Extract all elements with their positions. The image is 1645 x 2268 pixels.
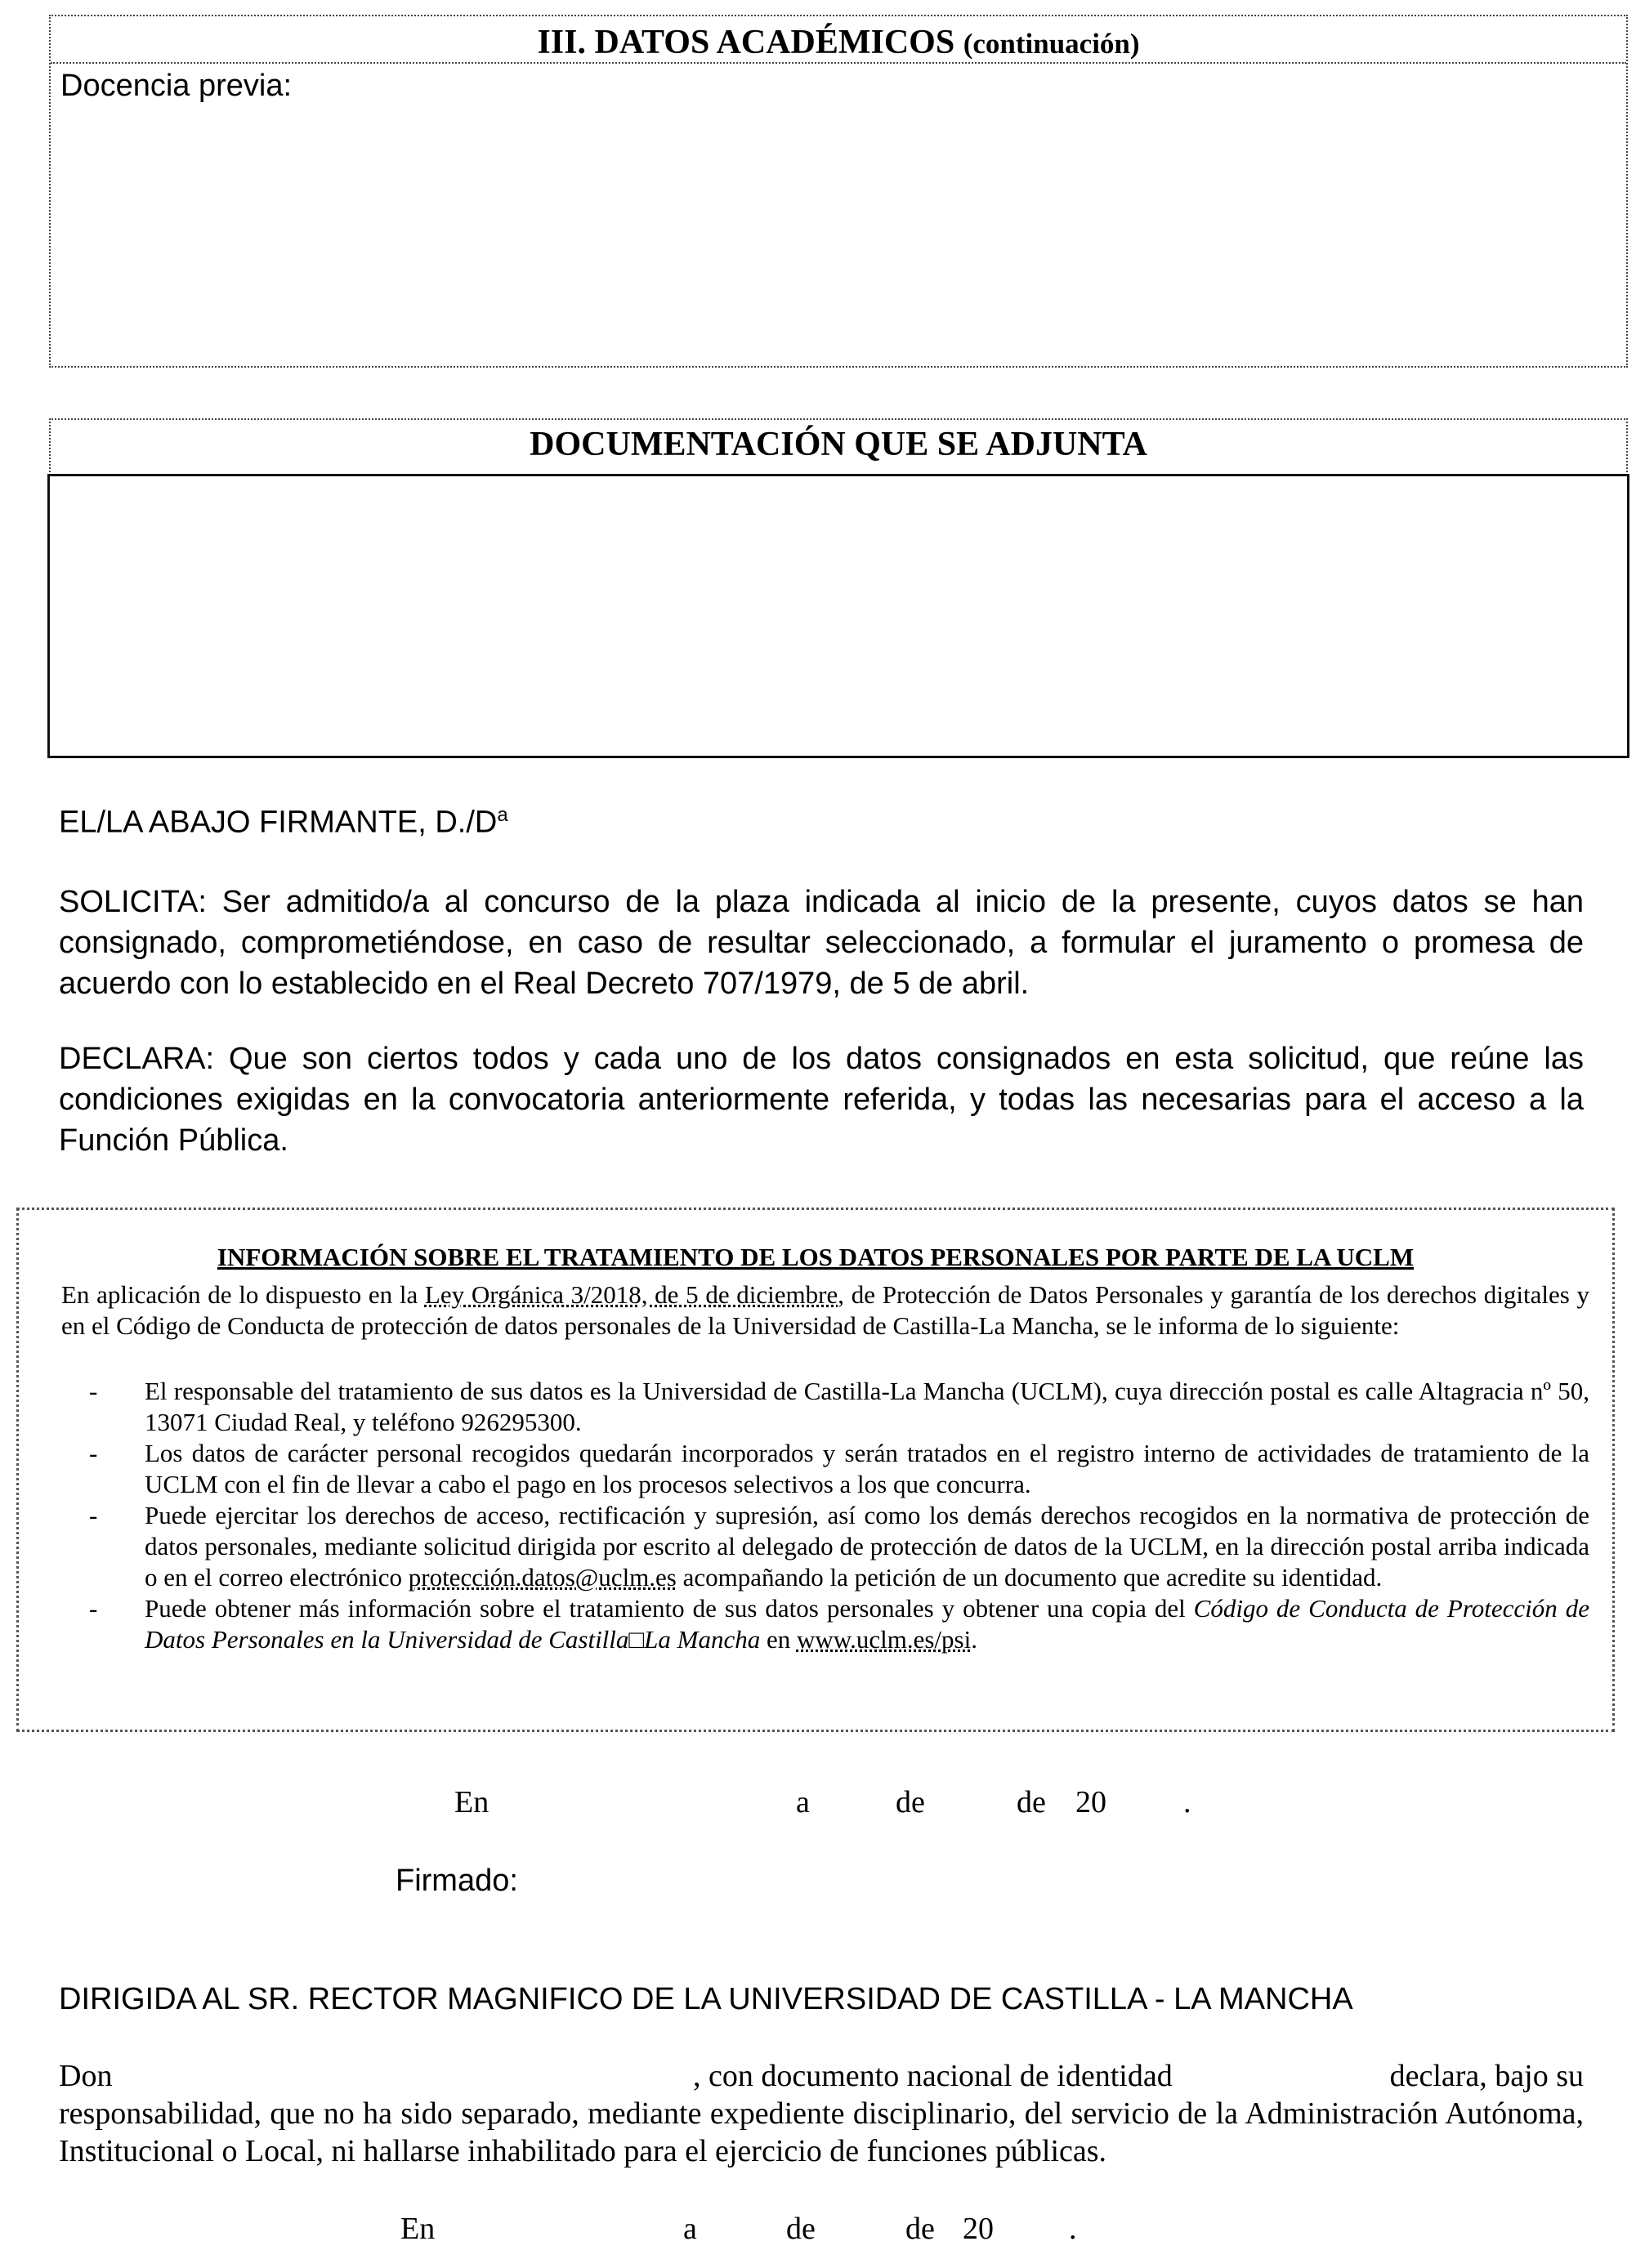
don-label: Don xyxy=(59,2059,113,2093)
firmante-text: EL/LA ABAJO FIRMANTE, D./D xyxy=(59,805,498,840)
intro-text: , de Protección de Datos Personales y garantía de los derechos digitales y en el Código de Conducta de protección de datos personales de la Universidad de Castilla-La Mancha, se le informa de lo siguiente: xyxy=(61,1280,1590,1340)
date-en: En xyxy=(400,2212,436,2246)
date-dot: . xyxy=(1183,1785,1191,1819)
list-item-text: El responsable del tratamiento de sus datos es la Universidad de Castilla-La Mancha (UCLM), cuya dirección postal es calle Altagracia nº 50, 13071 Ciudad Real, y teléfono 926295300. xyxy=(145,1377,1589,1436)
list-item-text: Puede ejercitar los derechos de acceso, rectificación y supresión, así como los demás derechos recogidos en la normativa de protección de datos personales, mediante solicitud dirigida por escrito al delegado de protección de datos de la UCLM, en la dirección postal arriba indicada o en el correo electrónico xyxy=(145,1501,1589,1592)
email-link[interactable]: protección.datos@uclm.es xyxy=(408,1563,677,1592)
date-de: de xyxy=(905,2212,935,2246)
date-year: 20 xyxy=(963,2212,994,2246)
section-datos-academicos xyxy=(49,15,1628,368)
documentacion-header xyxy=(49,418,1628,475)
date-de: de xyxy=(786,2212,816,2246)
info-list xyxy=(61,1376,1589,1655)
date-year: 20 xyxy=(1075,1785,1106,1819)
list-item xyxy=(61,1593,1589,1655)
list-item xyxy=(61,1438,1589,1500)
docencia-label: Docencia previa: xyxy=(60,69,293,103)
dirigida-line: DIRIGIDA AL SR. RECTOR MAGNIFICO DE LA UNIVERSIDAD DE CASTILLA - LA MANCHA xyxy=(59,1982,1353,2016)
date-line-1 xyxy=(0,1784,1645,1825)
declaracion-paragraph xyxy=(59,2057,1584,2170)
solicita-paragraph: SOLICITA: Ser admitido/a al concurso de la plaza indicada al inicio de la presente, cuyos datos se han consignado, comprometiéndose, en caso de resultar seleccionado, a formular el juramento o promesa de acuerdo con lo establecido en el Real Decreto 707/1979, de 5 de abril. xyxy=(59,885,1584,1001)
documentacion-title: DOCUMENTACIÓN QUE SE ADJUNTA xyxy=(530,426,1147,463)
declaracion-rest: responsabilidad, que no ha sido separado, mediante expediente disciplinario, del servicio de la Administración Autónoma, Institucional o Local, ni hallarse inhabilitado para el ejercicio de funciones públicas. xyxy=(59,2096,1584,2168)
info-intro xyxy=(61,1279,1589,1342)
firmado-label: Firmado: xyxy=(396,1864,518,1898)
list-dash: - xyxy=(89,1501,98,1529)
date-a: a xyxy=(796,1785,810,1819)
divider xyxy=(51,62,1626,64)
date-line-2 xyxy=(0,2211,1645,2252)
list-item-text: . xyxy=(971,1625,977,1654)
documentacion-field[interactable] xyxy=(47,474,1629,758)
date-a: a xyxy=(683,2212,697,2246)
firmante-sup: a xyxy=(497,804,508,826)
list-item xyxy=(61,1500,1589,1593)
list-dash: - xyxy=(89,1377,98,1405)
section-title-continuation: (continuación) xyxy=(963,28,1140,60)
firmante-line xyxy=(59,804,508,841)
info-box xyxy=(16,1208,1615,1732)
list-item-text: en xyxy=(760,1625,797,1654)
list-item-text: acompañando la petición de un documento que acredite su identidad. xyxy=(676,1563,1383,1592)
code-title: Código de Conducta de Protección de Datos Personales en la Universidad de Castilla□La Mancha xyxy=(145,1594,1589,1654)
law-link: Ley Orgánica 3/2018, de 5 de diciembre xyxy=(424,1280,838,1309)
intro-text: En aplicación de lo dispuesto en la xyxy=(61,1280,425,1309)
list-item-text: Puede obtener más información sobre el tratamiento de sus datos personales y obtener una copia del xyxy=(145,1594,1194,1623)
date-dot: . xyxy=(1069,2212,1077,2246)
docencia-field[interactable] xyxy=(51,106,1626,366)
dni-text: , con documento nacional de identidad xyxy=(693,2059,1173,2093)
list-item-text: Los datos de carácter personal recogidos quedarán incorporados y serán tratados en el registro interno de actividades de tratamiento de la UCLM con el fin de llevar a cabo el pago en los procesos selectivos a los que concurra. xyxy=(145,1439,1589,1498)
section-title xyxy=(51,23,1626,62)
declaracion-first-line xyxy=(59,2057,1584,2095)
list-item xyxy=(61,1376,1589,1438)
date-de: de xyxy=(1017,1785,1046,1819)
web-link[interactable]: www.uclm.es/psi xyxy=(796,1625,972,1654)
date-de: de xyxy=(896,1785,925,1819)
date-en: En xyxy=(454,1785,489,1819)
list-dash: - xyxy=(89,1439,98,1467)
declara-paragraph: DECLARA: Que son ciertos todos y cada uno de los datos consignados en esta solicitud, que reúne las condiciones exigidas en la convocatoria anteriormente referida, y todas las necesarias para el acceso a la Función Pública. xyxy=(59,1042,1584,1158)
list-dash: - xyxy=(89,1594,98,1623)
section-title-main: III. DATOS ACADÉMICOS xyxy=(537,24,955,61)
declara-text: declara, bajo su xyxy=(1389,2059,1584,2093)
info-title: INFORMACIÓN SOBRE EL TRATAMIENTO DE LOS DATOS PERSONALES POR PARTE DE LA UCLM xyxy=(217,1243,1415,1271)
